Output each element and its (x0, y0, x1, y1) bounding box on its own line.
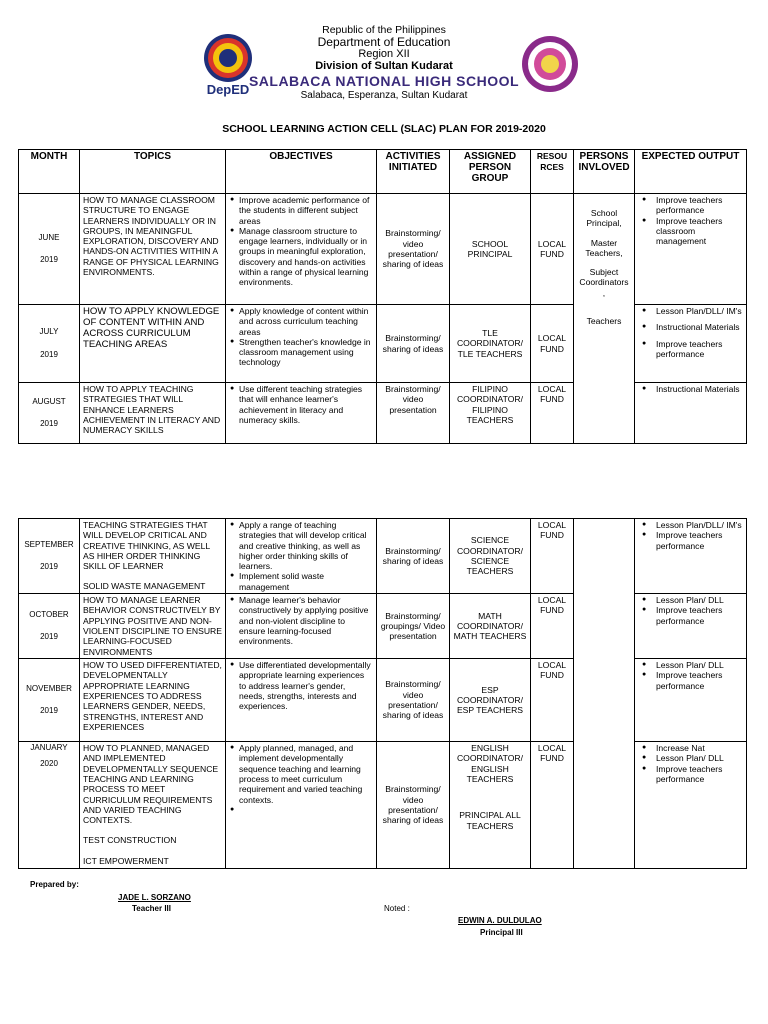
topic-text: HOW TO PLANNED, MANAGED AND IMPLEMENTED DEVELOPMENTALLY SEQUENCE TEACHING AND LEARNING PROCESS TO MEET CURRICULUM REQUIREMENTS AND VARIED TEACHING CONTEXTS. (83, 743, 219, 826)
year-label: 2019 (40, 349, 58, 359)
slac-plan-table-1 (18, 149, 747, 444)
output-item: ● Lesson Plan/DLL/ IM's (656, 520, 743, 530)
document-title: SCHOOL LEARNING ACTION CELL (SLAC) PLAN FOR 2019-2020 (222, 123, 546, 135)
noted-label: Noted : (384, 904, 410, 913)
persons-involved-cell-empty (574, 519, 635, 869)
topic-text: HOW TO USED DIFFERENTIATED, DEVELOPMENTALLY APPROPRIATE LEARNING EXPERIENCES TO ADDRESS LEARNERS GENDER, NEEDS, STRENGTHS, INTEREST AND EXPERIENCES (83, 660, 222, 732)
output-item: ● Lesson Plan/ DLL (656, 753, 743, 763)
assigned-cell: FILIPINO COORDINATOR/ FILIPINO TEACHERS (450, 383, 531, 444)
activities-cell: Brainstorming/ video presentation/ sharing of ideas (377, 742, 450, 869)
table-row (19, 519, 747, 594)
table-row (19, 742, 747, 869)
year-label: 2019 (40, 632, 58, 642)
output-item: ● Instructional Materials (656, 322, 743, 332)
output-item: ● Increase Nat (656, 743, 743, 753)
col-header-persons: PERSONS INVLOVED (574, 150, 635, 194)
topic-text: TEST CONSTRUCTION (83, 835, 177, 846)
objective-item: ● Strengthen teacher's knowledge in classroom management using technology (239, 337, 373, 368)
resources-cell: LOCAL FUND (531, 742, 574, 869)
output-item: ● Lesson Plan/ DLL (656, 595, 743, 605)
persons-involved-cell: School Principal, Master Teachers, Subject Coordinators , Teachers (574, 194, 635, 444)
resources-cell: LOCAL FUND (531, 519, 574, 594)
header-republic: Republic of the Philippines (322, 24, 446, 36)
activities-cell: Brainstorming/ sharing of ideas (377, 519, 450, 594)
topic-text: HOW TO MANAGE CLASSROOM STRUCTURE TO ENGAGE LEARNERS INDIVIDUALLY OR IN GROUPS, IN MEANINGFUL EXPLORATION, DISCOVERY AND HANDS-ON ACTIVITIES WITHIN A RANGE OF PHYSICAL LEARNING ENVIRONMENTS. (83, 195, 219, 278)
month-label: JANUARY (30, 743, 68, 753)
header-school-name: SALABACA NATIONAL HIGH SCHOOL (248, 73, 520, 89)
month-label: SEPTEMBER (24, 539, 74, 549)
month-label: OCTOBER (29, 609, 69, 619)
resources-cell: LOCAL FUND (531, 305, 574, 383)
objective-item: ● Apply planned, managed, and implement developmentally sequence teaching and learning process to meet curriculum requirement and varied teaching contexts. (239, 743, 373, 805)
activities-cell: Brainstorming/ video presentation/ sharing of ideas (377, 659, 450, 742)
resources-cell: LOCAL FUND (531, 194, 574, 305)
objective-item: ● Apply knowledge of content within and across curriculum teaching areas (239, 306, 373, 337)
prepared-by-title: Teacher III (132, 904, 171, 913)
assigned-cell: SCIENCE COORDINATOR/ SCIENCE TEACHERS (450, 519, 531, 594)
assigned-cell: TLE COORDINATOR/ TLE TEACHERS (450, 305, 531, 383)
topic-text: HOW TO APPLY TEACHING STRATEGIES THAT WILL ENHANCE LEARNERS ACHIEVEMENT IN LITERACY AND NUMERACY SKILLS (83, 384, 221, 436)
objective-item: ● Manage classroom structure to engage learners, individually or in groups in meaningful exploration, discovery and hands-on activities within a range of physical learning environments. (239, 226, 373, 288)
svg-text:DepED: DepED (206, 82, 250, 97)
assigned-cell: ESP COORDINATOR/ ESP TEACHERS (450, 659, 531, 742)
objective-item: ● Implement solid waste management (239, 571, 373, 592)
assigned-cell: MATH COORDINATOR/ MATH TEACHERS (450, 594, 531, 659)
topic-text: SOLID WASTE MANAGEMENT (83, 581, 206, 592)
output-item: ● Improve teachers performance (656, 670, 743, 691)
table-row (19, 594, 747, 659)
month-label: AUGUST (32, 396, 66, 406)
noted-by-name: EDWIN A. DULDULAO (458, 916, 542, 925)
output-item: ● Lesson Plan/ DLL (656, 660, 743, 670)
output-item: ● Instructional Materials (656, 384, 743, 394)
col-header-objectives: OBJECTIVES (226, 150, 377, 194)
objective-item: ● Apply a range of teaching strategies that will develop critical and creative thinking, as well as higher order thinking skills of learners. (239, 520, 373, 571)
assigned-cell: SCHOOL PRINCIPAL (450, 194, 531, 305)
objective-item: ● Improve academic performance of the students in different subject areas (239, 195, 373, 226)
objective-item (239, 805, 373, 815)
year-label: 2019 (40, 255, 58, 264)
prepared-by-label: Prepared by: (30, 880, 79, 889)
month-label: JUNE (38, 232, 60, 242)
objective-item: ● Manage learner's behavior constructively by applying positive and non-violent discipline to ensure learning-focused environments. (239, 595, 373, 646)
col-header-resources: RESOU RCES (531, 150, 574, 194)
output-item: ● Improve teachers performance (656, 764, 743, 785)
col-header-month: MONTH (19, 150, 80, 194)
assigned-cell: ENGLISH COORDINATOR/ ENGLISH TEACHERS PRINCIPAL ALL TEACHERS (450, 742, 531, 869)
output-item: ● Improve teachers classroom management (656, 216, 743, 247)
output-item: ● Lesson Plan/DLL/ IM's (656, 306, 743, 316)
noted-by-title: Principal III (480, 928, 523, 937)
deped-logo (200, 32, 256, 98)
school-seal-logo (520, 34, 580, 94)
output-item: ● Improve teachers performance (656, 195, 743, 216)
output-item: ● Improve teachers performance (656, 605, 743, 626)
activities-cell: Brainstorming/ sharing of ideas (377, 305, 450, 383)
activities-cell: Brainstorming/ video presentation (377, 383, 450, 444)
header-department: Department of Education (317, 35, 451, 49)
year-label: 2019 (40, 419, 58, 428)
table-row (19, 194, 747, 305)
activities-cell: Brainstorming/ groupings/ Video presentation (377, 594, 450, 659)
header-region: Region XII (358, 48, 410, 60)
objective-item: ● Use different teaching strategies that will enhance learner's achievement in literacy and numeracy skills. (239, 384, 373, 425)
year-label: 2020 (40, 759, 58, 769)
output-item: ● Improve teachers performance (656, 530, 743, 551)
prepared-by-name: JADE L. SORZANO (118, 893, 191, 902)
resources-cell: LOCAL FUND (531, 594, 574, 659)
topic-text: TEACHING STRATEGIES THAT WILL DEVELOP CRITICAL AND CREATIVE THINKING, AS WELL AS HIHER ORDER THINKING SKILL OF LEARNER (83, 520, 210, 572)
output-item: ● Improve teachers performance (656, 339, 743, 360)
col-header-expected-output: EXPECTED OUTPUT (635, 150, 747, 194)
topic-text: HOW TO APPLY KNOWLEDGE OF CONTENT WITHIN AND ACROSS CURRICULUM TEACHING AREAS (83, 306, 220, 350)
resources-cell: LOCAL FUND (531, 659, 574, 742)
year-label: 2019 (40, 706, 58, 716)
header-division: Division of Sultan Kudarat (315, 60, 453, 72)
year-label: 2019 (40, 562, 58, 572)
topic-text: HOW TO MANAGE LEARNER BEHAVIOR CONSTRUCTIVELY BY APPLYING POSITIVE AND NON-VIOLENT DISCIPLINE TO ENSURE LEARNING-FOCUSED ENVIRONMENTS (83, 595, 222, 657)
month-label: JULY (39, 327, 59, 337)
header-address: Salabaca, Esperanza, Sultan Kudarat (300, 90, 468, 101)
col-header-topics: TOPICS (80, 150, 226, 194)
resources-cell: LOCAL FUND (531, 383, 574, 444)
table-row (19, 305, 747, 383)
objective-item: ● Use differentiated developmentally appropriate learning experiences to address learner's gender, needs, strengths, interests and experiences. (239, 660, 373, 711)
col-header-assigned: ASSIGNED PERSON GROUP (450, 150, 531, 194)
table-row (19, 383, 747, 444)
col-header-activities: ACTIVITIES INITIATED (377, 150, 450, 194)
slac-plan-table-2 (18, 518, 747, 869)
month-label: NOVEMBER (26, 683, 72, 693)
topic-text: ICT EMPOWERMENT (83, 855, 169, 866)
table-row (19, 659, 747, 742)
activities-cell: Brainstorming/ video presentation/ sharing of ideas (377, 194, 450, 305)
